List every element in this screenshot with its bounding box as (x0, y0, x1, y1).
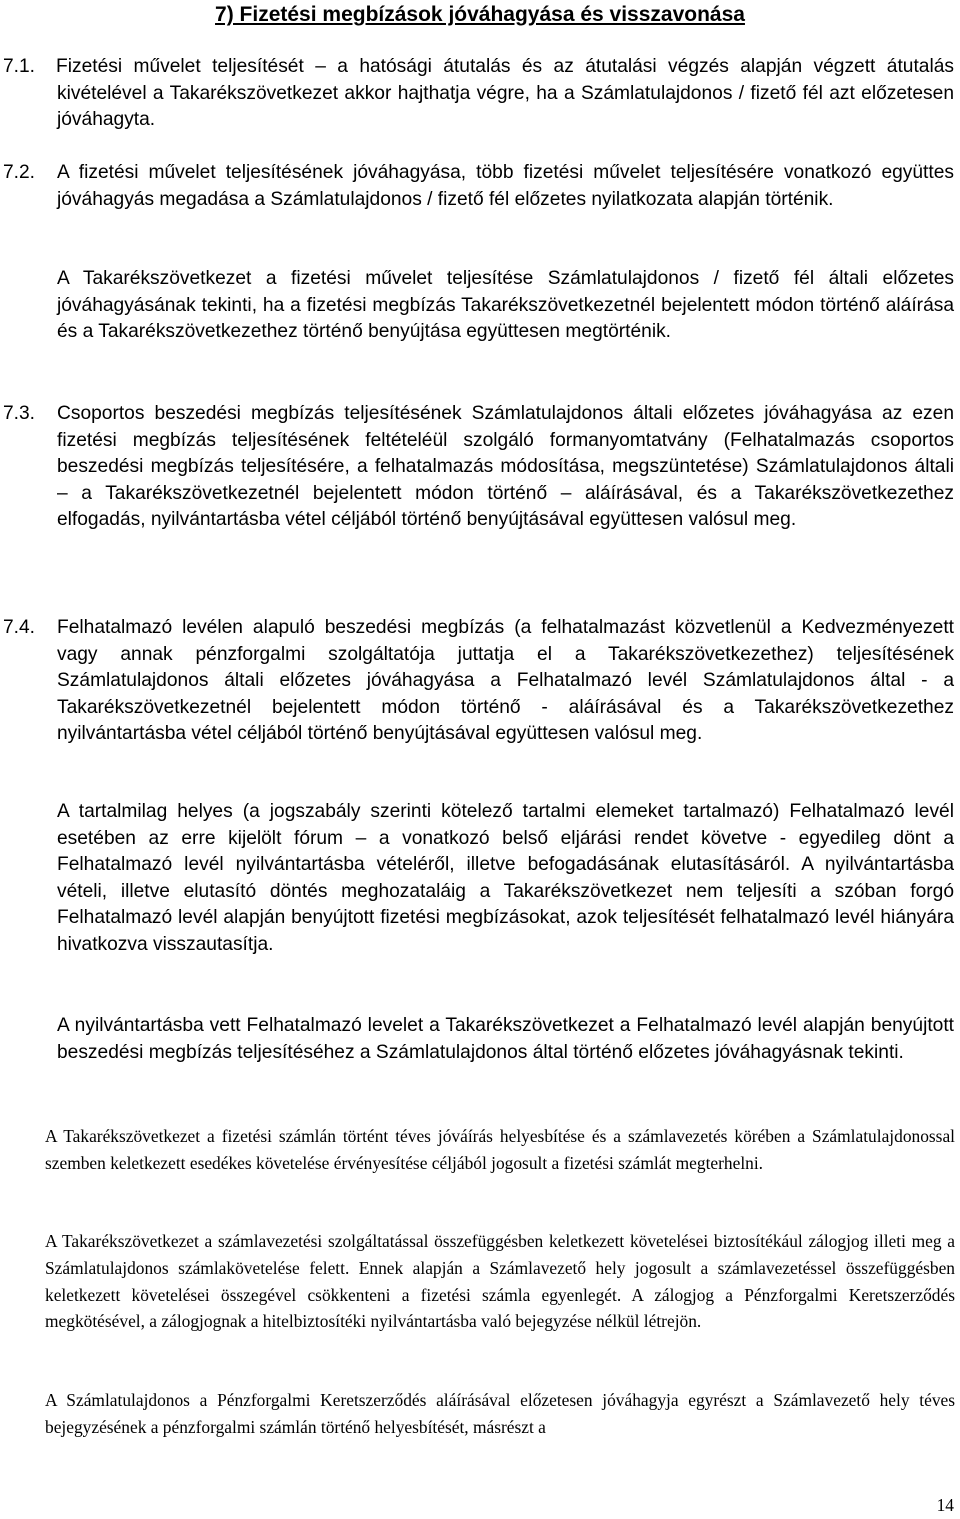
paragraph-number: 7.4. (3, 617, 36, 638)
section-heading: 7) Fizetési megbízások jóváhagyása és visszavonása (215, 3, 745, 26)
paragraph-number: 7.2. (3, 162, 36, 183)
paragraph-correction: A Takarékszövetkezet a fizetési számlán történt téves jóváírás helyesbítése és a számlavezetés körében a Számlatulajdonossal szemben keletkezett esedékes követelése érvényesítése céljából jogosult a fizetési számlát megterhelni. (45, 1126, 955, 1173)
paragraph-7-1: Fizetési művelet teljesítését – a hatósági átutalás és az átutalási végzés alapján végzett átutalás kivételével a Takarékszövetkezet akkor hajthatja végre, ha a Számlatulajdonos / fizető fél azt előzetesen jóváhagyta. (56, 56, 954, 131)
paragraph-7-4: Felhatalmazó levélen alapuló beszedési megbízás (a felhatalmazást közvetlenül a Kedvezményezett vagy annak pénzforgalmi szolgáltatója juttatja el a Takarékszövetkezethez) teljesítésének Számlatulajdonos általi előzetes jóváhagyása a Felhatalmazó levél Számlatulajdonos által - a Takarékszövetkezetnél bejelentett módon történő - aláírásával és a Takarékszövetkezethez nyilvántartásba vétel céljából történő benyújtásával együttesen valósul meg. (57, 617, 954, 745)
paragraph-7-4-registered: A nyilvántartásba vett Felhatalmazó levelet a Takarékszövetkezet a Felhatalmazó levél alapján benyújtott beszedési megbízás teljesítéséhez a Számlatulajdonos által történő előzetes jóváhagyásnak tekinti. (57, 1015, 954, 1063)
paragraph-consent: A Számlatulajdonos a Pénzforgalmi Keretszerződés aláírásával előzetesen jóváhagyja egyrészt a Számlavezető hely téves bejegyzésének a pénzforgalmi számlán történő helyesbítését, másrészt a (45, 1390, 955, 1437)
paragraph-7-2-continued: A Takarékszövetkezet a fizetési művelet teljesítése Számlatulajdonos / fizető fél általi előzetes jóváhagyásának tekinti, ha a fizetési megbízás Takarékszövetkezetnél bejelentett módon történő aláírása és a Takarékszövetkezethez történő benyújtása együttesen megtörténik. (57, 268, 954, 343)
paragraph-number: 7.1. (3, 56, 36, 77)
paragraph-7-4-continued: A tartalmilag helyes (a jogszabály szerinti kötelező tartalmi elemeket tartalmazó) Felhatalmazó levél esetében az erre kijelölt fórum – a vonatkozó belső eljárási rendet követve - egyedileg dönt a Felhatalmazó levél nyilvántartásba vételéről, illetve befogadásának elutasításáról. A nyilvántartásba vételi, illetve elutasító döntés meghozataláig a Takarékszövetkezet nem teljesíti a szóban forgó Felhatalmazó levél alapján benyújtott fizetési megbízásokat, azok teljesítését felhatalmazó levél hiányára hivatkozva visszautasítja. (57, 801, 954, 955)
paragraph-number: 7.3. (3, 403, 36, 424)
page-number: 14 (936, 1495, 954, 1515)
paragraph-lien: A Takarékszövetkezet a számlavezetési szolgáltatással összefüggésben keletkezett követelései biztosítékául zálogjog illeti meg a Számlatulajdonos számlakövetelése felett. Ennek alapján a Számlavezető hely jogosult a számlavezetéssel összefüggésben keletkezett követelései összegével csökkenteni a fizetési számla egyenlegét. A zálogjog a Pénzforgalmi Keretszerződés megkötésével, a zálogjognak a hitelbiztosítéki nyilvántartásba való bejegyzése nélkül létrejön. (45, 1231, 955, 1332)
paragraph-7-3: Csoportos beszedési megbízás teljesítésének Számlatulajdonos általi előzetes jóváhagyása az ezen fizetési megbízás teljesítésének feltételéül szolgáló formanyomtatvány (Felhatalmazás csoportos beszedési megbízás teljesítésére, a felhatalmazás módosítása, megszüntetése) Számlatulajdonos általi – a Takarékszövetkezetnél bejelentett módon történő – aláírásával, és a Takarékszövetkezethez elfogadás, nyilvántartásba vétel céljából történő benyújtásával együttesen valósul meg. (57, 403, 954, 531)
paragraph-7-2: A fizetési művelet teljesítésének jóváhagyása, több fizetési művelet teljesítésére vonatkozó együttes jóváhagyás megadása a Számlatulajdonos / fizető fél előzetes nyilatkozata alapján történik. (57, 162, 954, 210)
